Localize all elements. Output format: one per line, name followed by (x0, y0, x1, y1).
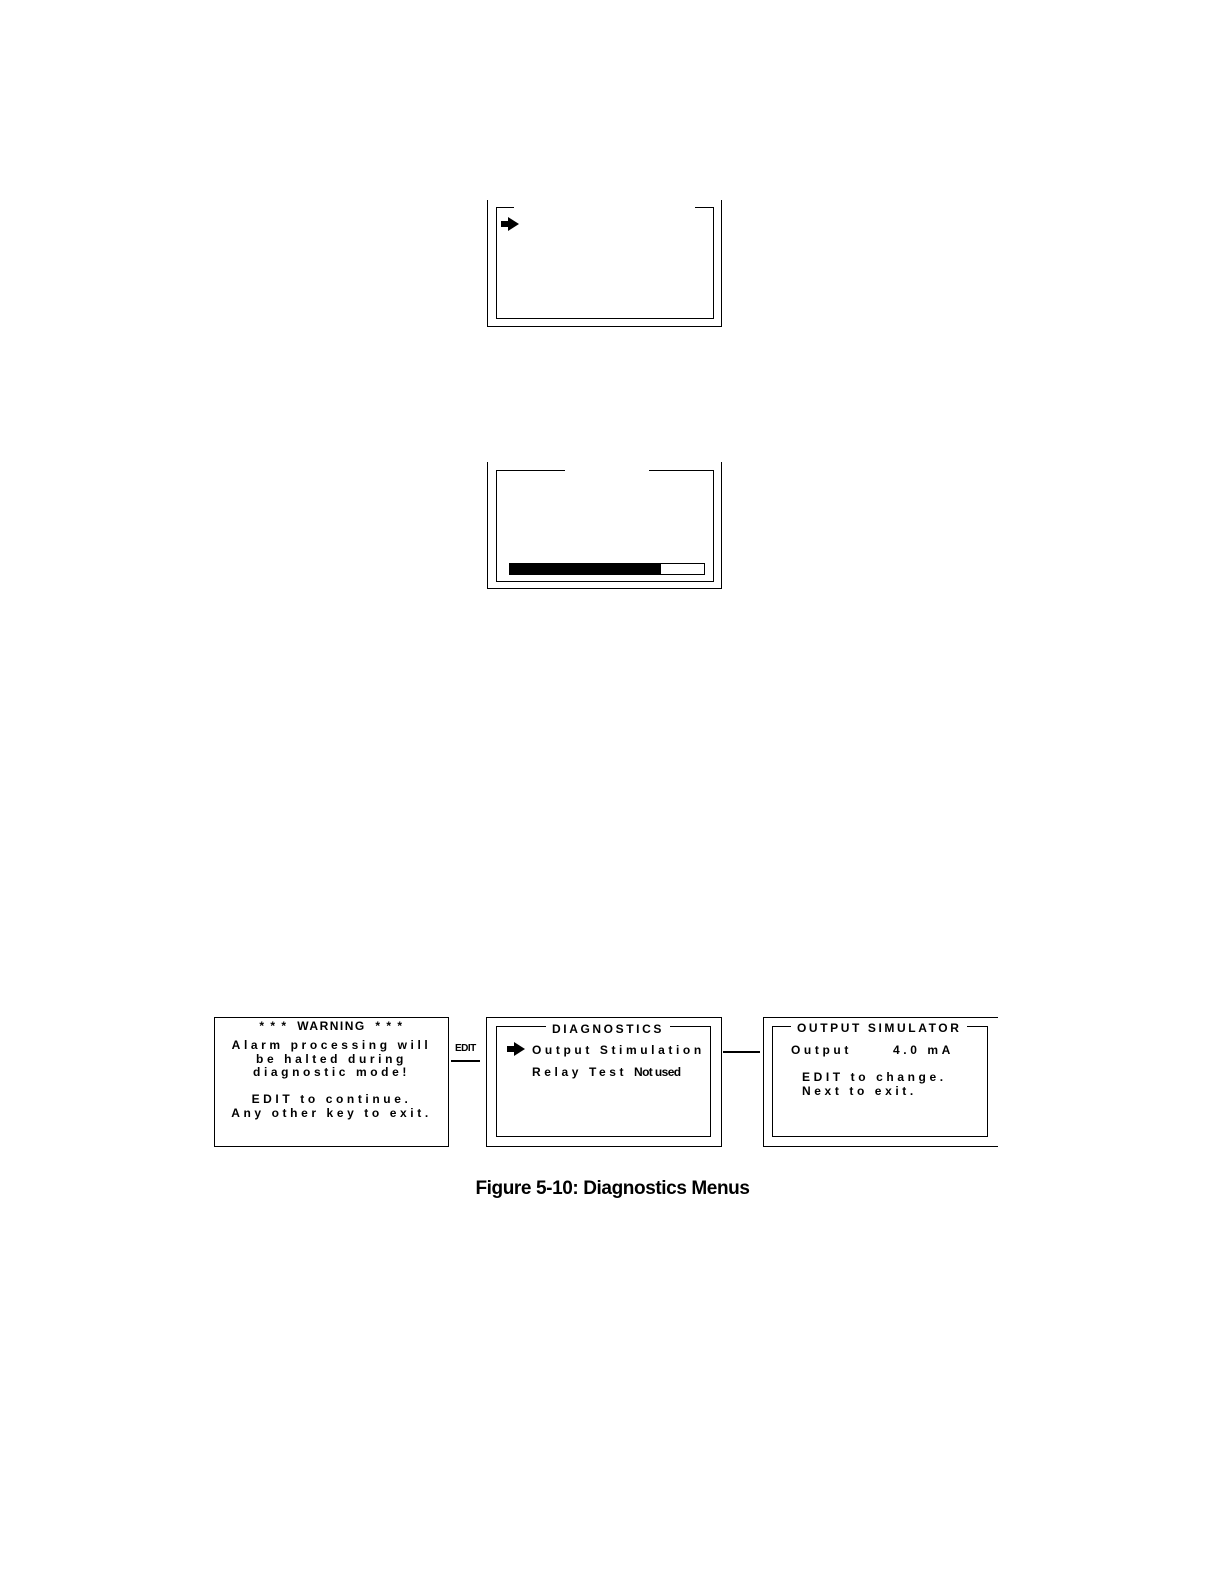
warning-exit-line: Any other key to exit. (231, 1106, 432, 1120)
warning-title: * * * WARNING * * * (259, 1019, 404, 1033)
warning-line-2: be halted during (256, 1052, 407, 1066)
relay-test-value: Not used (634, 1065, 681, 1079)
top-menu-screen-inner (496, 207, 714, 319)
warning-edit-line: EDIT to continue. (251, 1092, 412, 1106)
progress-bar-fill (510, 564, 661, 574)
edit-key-label: EDIT (455, 1043, 476, 1054)
figure-caption: Figure 5-10: Diagnostics Menus (475, 1178, 750, 1199)
warning-screen (214, 1017, 449, 1147)
next-connector-line (723, 1051, 760, 1053)
output-simulator-next-line: Next to exit. (802, 1084, 917, 1098)
output-value[interactable]: 4.0 mA (893, 1043, 954, 1057)
top-menu-title-gap (514, 203, 695, 211)
progress-bar (509, 563, 705, 575)
edit-connector-line (451, 1060, 480, 1062)
diagnostics-item-relay-test[interactable]: Relay Test (532, 1065, 628, 1079)
output-simulator-title: OUTPUT SIMULATOR (791, 1021, 967, 1035)
warning-line-3: diagnostic mode! (253, 1065, 410, 1079)
diagnostics-item-output-stimulation[interactable]: Output Stimulation (532, 1043, 705, 1057)
diagnostics-title: DIAGNOSTICS (546, 1022, 670, 1036)
progress-title-gap (565, 466, 649, 474)
warning-line-1: Alarm processing will (231, 1038, 432, 1052)
output-label: Output (791, 1043, 852, 1057)
output-simulator-edit-line: EDIT to change. (802, 1070, 947, 1084)
